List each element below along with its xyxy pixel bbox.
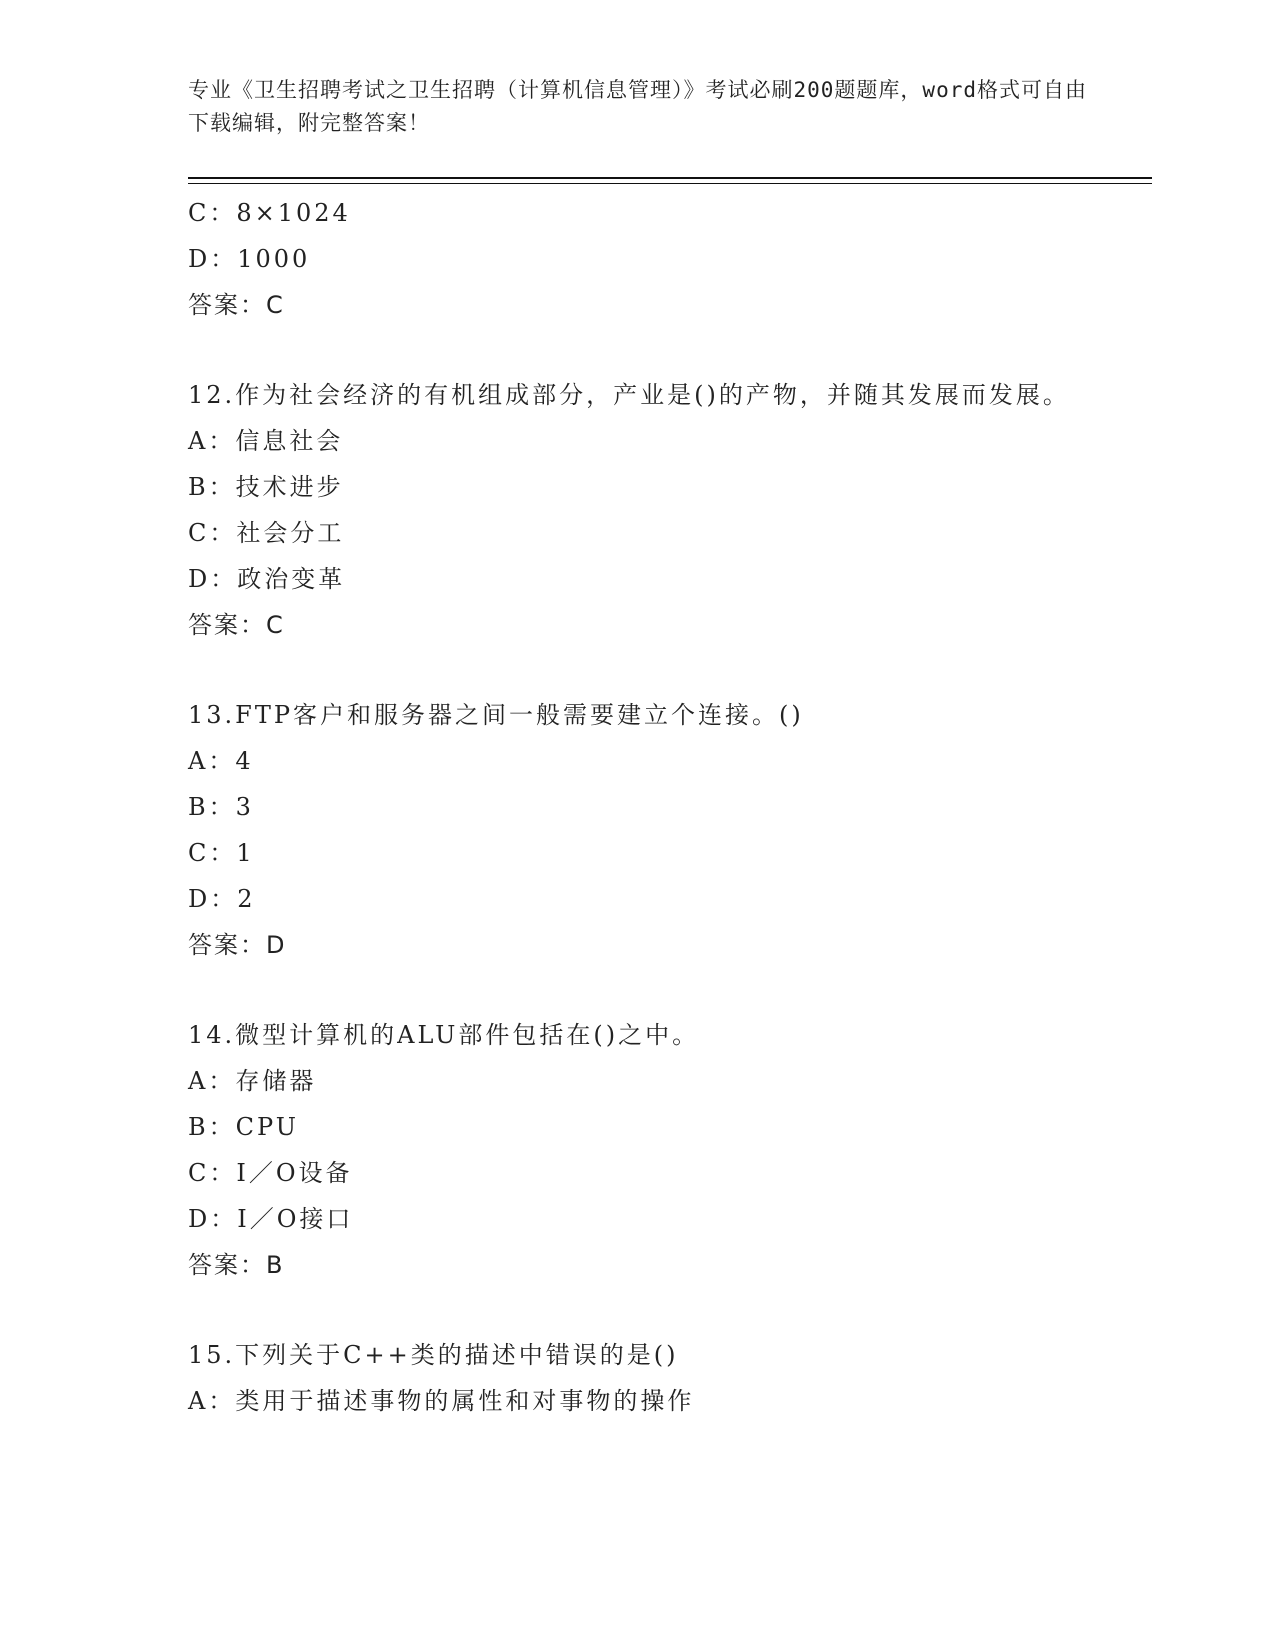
document-header: 专业《卫生招聘考试之卫生招聘（计算机信息管理）》考试必刷200题题库，word格式可自由下载编辑，附完整答案！	[188, 78, 1087, 135]
header-divider-top	[188, 177, 1152, 179]
option-d: D：I／O接口	[188, 1205, 354, 1233]
option-d: D：政治变革	[188, 565, 346, 593]
question-item	[188, 372, 1088, 648]
option-a: A：4	[188, 747, 254, 775]
question-stem: 13.FTP客户和服务器之间一般需要建立个连接。()	[188, 701, 804, 729]
question-stem: 12.作为社会经济的有机组成部分，产业是()的产物，并随其发展而发展。	[188, 381, 1070, 409]
option-c: C：社会分工	[188, 519, 345, 547]
answer-line: 答案：D	[188, 931, 287, 959]
question-item	[188, 1332, 1088, 1424]
option-b: B：3	[188, 793, 254, 821]
answer-line: 答案：B	[188, 1251, 285, 1279]
answer-line: 答案：C	[188, 291, 285, 319]
option-a: A：类用于描述事物的属性和对事物的操作	[188, 1387, 695, 1415]
question-list	[188, 190, 1088, 1424]
question-item	[188, 190, 1088, 328]
option-c: C：1	[188, 839, 255, 867]
option-b: B：CPU	[188, 1113, 299, 1141]
option-b: B：技术进步	[188, 473, 344, 501]
question-stem: 15.下列关于C++类的描述中错误的是()	[188, 1341, 679, 1369]
option-d: D：2	[188, 885, 256, 913]
answer-line: 答案：C	[188, 611, 285, 639]
question-stem: 14.微型计算机的ALU部件包括在()之中。	[188, 1021, 700, 1049]
option-a: A：存储器	[188, 1067, 317, 1095]
header-divider-bottom	[188, 183, 1152, 184]
question-item	[188, 692, 1088, 968]
option-d: D：1000	[188, 245, 311, 273]
option-c: C：I／O设备	[188, 1159, 353, 1187]
question-item	[188, 1012, 1088, 1288]
option-c: C：8×1024	[188, 199, 351, 227]
option-a: A：信息社会	[188, 427, 344, 455]
